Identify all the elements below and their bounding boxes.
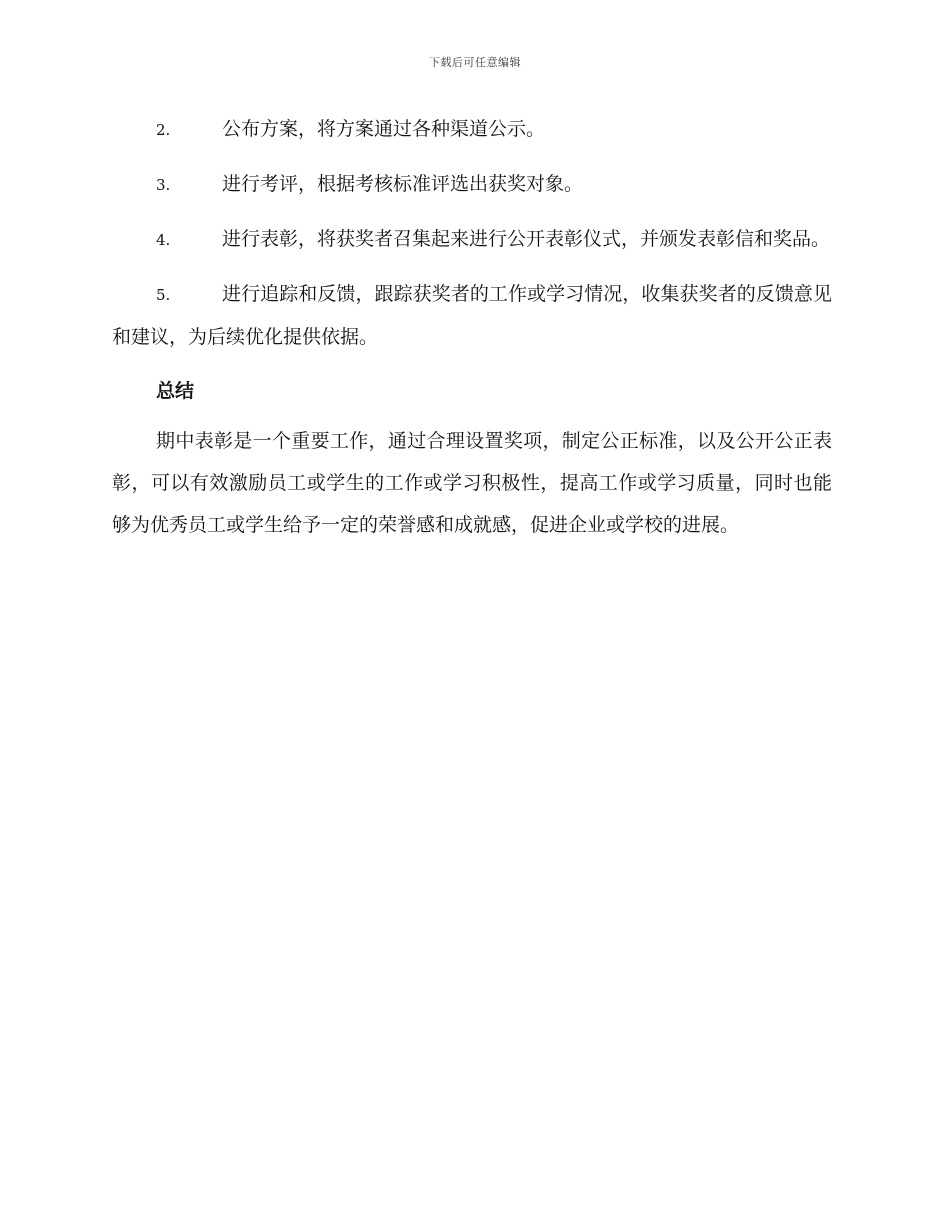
list-item-number: 5. <box>156 286 171 304</box>
list-item <box>112 273 832 358</box>
list-item-text: 进行表彰，将获奖者召集起来进行公开表彰仪式，并颁发表彰信和奖品。 <box>222 228 831 250</box>
list-item <box>112 218 832 261</box>
list-item <box>112 163 832 206</box>
list-item <box>112 108 832 151</box>
list-item-number: 2. <box>156 121 171 139</box>
list-item-text: 公布方案，将方案通过各种渠道公示。 <box>222 118 546 140</box>
list-item-text: 进行追踪和反馈，跟踪获奖者的工作或学习情况，收集获奖者的反馈意见和建议，为后续优化提供依据。 <box>112 283 832 348</box>
list-item-number: 4. <box>156 231 171 249</box>
document-content <box>112 108 832 546</box>
list-item-text: 进行考评，根据考核标准评选出获奖对象。 <box>222 173 584 195</box>
summary-heading: 总结 <box>156 380 195 402</box>
summary-paragraph: 期中表彰是一个重要工作，通过合理设置奖项，制定公正标准，以及公开公正表彰，可以有效激励员工或学生的工作或学习积极性，提高工作或学习质量，同时也能够为优秀员工或学生给予一定的荣誉感和成就感，促进企业或学校的进展。 <box>112 430 832 536</box>
header-note: 下载后可任意编辑 <box>429 56 521 69</box>
list-item-number: 3. <box>156 176 171 194</box>
